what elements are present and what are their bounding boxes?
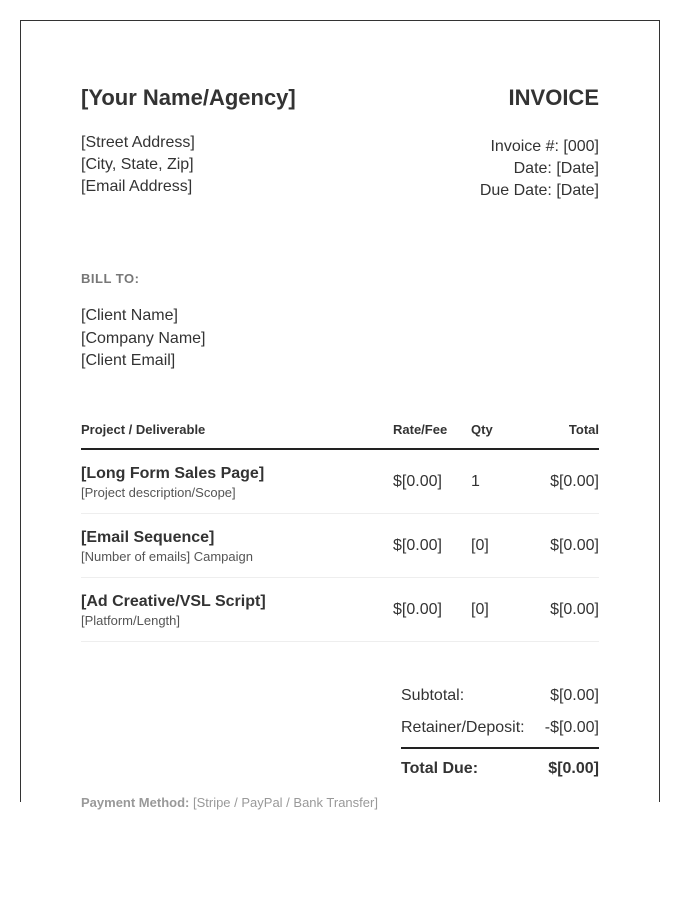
total-due-row — [401, 749, 599, 781]
table-row — [81, 578, 599, 642]
invoice-due-date: Due Date: [Date] — [479, 182, 599, 199]
client-email: [Client Email] — [81, 352, 176, 369]
item-qty: [0] — [471, 537, 489, 554]
item-title: [Email Sequence] — [81, 529, 215, 546]
item-rate: $[0.00] — [393, 601, 442, 618]
item-rate: $[0.00] — [393, 537, 442, 554]
table-row — [81, 514, 599, 578]
item-total: $[0.00] — [550, 601, 599, 618]
subtotal-value: $[0.00] — [550, 687, 599, 704]
sender-name: [Your Name/Agency] — [81, 85, 296, 110]
payment-method-label: Payment Method: — [81, 795, 190, 810]
header-qty: Qty — [471, 422, 493, 437]
subtotal-label: Subtotal: — [401, 687, 465, 704]
item-title: [Long Form Sales Page] — [81, 465, 265, 482]
sender-city: [City, State, Zip] — [81, 156, 194, 173]
invoice-meta-block — [480, 136, 599, 202]
payment-method-value: [Stripe / PayPal / Bank Transfer] — [192, 795, 378, 810]
retainer-label: Retainer/Deposit: — [401, 719, 525, 736]
table-header — [81, 421, 599, 450]
total-due-label: Total Due: — [401, 760, 479, 777]
item-total: $[0.00] — [550, 537, 599, 554]
sender-address-block — [81, 132, 195, 198]
payment-method — [81, 795, 378, 810]
retainer-row — [401, 715, 599, 747]
client-company: [Company Name] — [81, 329, 206, 347]
header-description: Project / Deliverable — [81, 422, 206, 437]
invoice-content — [81, 21, 599, 810]
retainer-value: -$[0.00] — [544, 719, 599, 736]
item-total: $[0.00] — [550, 473, 599, 490]
totals-block — [401, 683, 599, 781]
subtotal-row — [401, 683, 599, 715]
item-description: [Number of emails] Campaign — [81, 549, 253, 564]
bill-to-label: BILL TO: — [81, 271, 140, 286]
item-rate: $[0.00] — [393, 473, 442, 490]
total-due-value: $[0.00] — [548, 760, 599, 777]
item-qty: [0] — [471, 601, 489, 618]
invoice-date: Date: [Date] — [513, 160, 599, 177]
header-rate: Rate/Fee — [393, 422, 448, 437]
invoice-title: INVOICE — [508, 85, 599, 110]
invoice-number: Invoice #: [000] — [490, 138, 599, 155]
table-row — [81, 450, 599, 514]
invoice-page — [20, 20, 660, 810]
item-description: [Project description/Scope] — [81, 485, 236, 500]
header-total: Total — [568, 422, 599, 437]
sender-email: [Email Address] — [81, 178, 193, 195]
bill-to-block — [81, 305, 206, 373]
item-description: [Platform/Length] — [81, 613, 180, 628]
sender-street: [Street Address] — [81, 134, 195, 151]
client-name: [Client Name] — [81, 307, 178, 324]
item-title: [Ad Creative/VSL Script] — [81, 593, 266, 610]
line-items-table — [81, 421, 599, 642]
item-qty: 1 — [471, 473, 480, 490]
